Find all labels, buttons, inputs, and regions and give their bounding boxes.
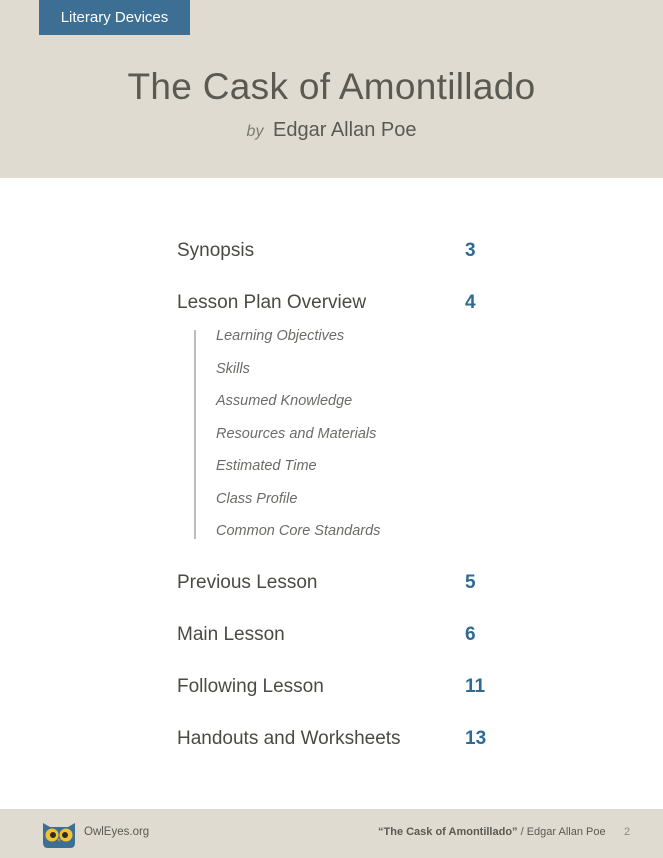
toc-item-following-lesson[interactable]: Following Lesson — [177, 676, 324, 697]
footer-page-number: 2 — [624, 826, 631, 838]
footer-author: Edgar Allan Poe — [526, 826, 606, 838]
toc-page-main-lesson[interactable]: 6 — [465, 624, 476, 645]
category-tag[interactable]: Literary Devices — [39, 0, 190, 35]
toc-subitem[interactable]: Class Profile — [216, 491, 298, 507]
toc-item-previous-lesson[interactable]: Previous Lesson — [177, 572, 318, 593]
toc-item-handouts-and-worksheets[interactable]: Handouts and Worksheets — [177, 728, 401, 749]
footer-site-name[interactable]: OwlEyes.org — [84, 826, 150, 838]
toc-page-previous-lesson[interactable]: 5 — [465, 572, 476, 593]
footer-reference — [378, 826, 606, 838]
byline — [0, 119, 663, 142]
byline-author: Edgar Allan Poe — [273, 119, 417, 141]
toc-item-synopsis[interactable]: Synopsis — [177, 240, 255, 261]
toc-page-handouts-and-worksheets[interactable]: 13 — [465, 728, 487, 749]
toc-page-following-lesson[interactable]: 11 — [465, 676, 486, 697]
toc-item-lesson-plan-overview[interactable]: Lesson Plan Overview — [177, 292, 367, 313]
toc-item-main-lesson[interactable]: Main Lesson — [177, 624, 285, 645]
page-title: The Cask of Amontillado — [127, 66, 536, 107]
toc-subitem[interactable]: Skills — [216, 361, 250, 377]
owl-logo-icon[interactable] — [40, 819, 78, 849]
toc-subitem[interactable]: Resources and Materials — [216, 426, 377, 442]
footer-work-title: “The Cask of Amontillado” — [378, 826, 518, 838]
toc-subitem[interactable]: Common Core Standards — [216, 523, 381, 539]
byline-by: by — [246, 123, 264, 140]
toc-subitem[interactable]: Learning Objectives — [216, 328, 345, 344]
toc-page-lesson-plan-overview[interactable]: 4 — [465, 292, 476, 313]
footer-separator: / — [517, 826, 527, 838]
toc-page-synopsis[interactable]: 3 — [465, 240, 476, 261]
toc-subitem[interactable]: Estimated Time — [216, 458, 317, 474]
subsection-divider — [194, 330, 196, 539]
toc-subitem[interactable]: Assumed Knowledge — [216, 393, 353, 409]
